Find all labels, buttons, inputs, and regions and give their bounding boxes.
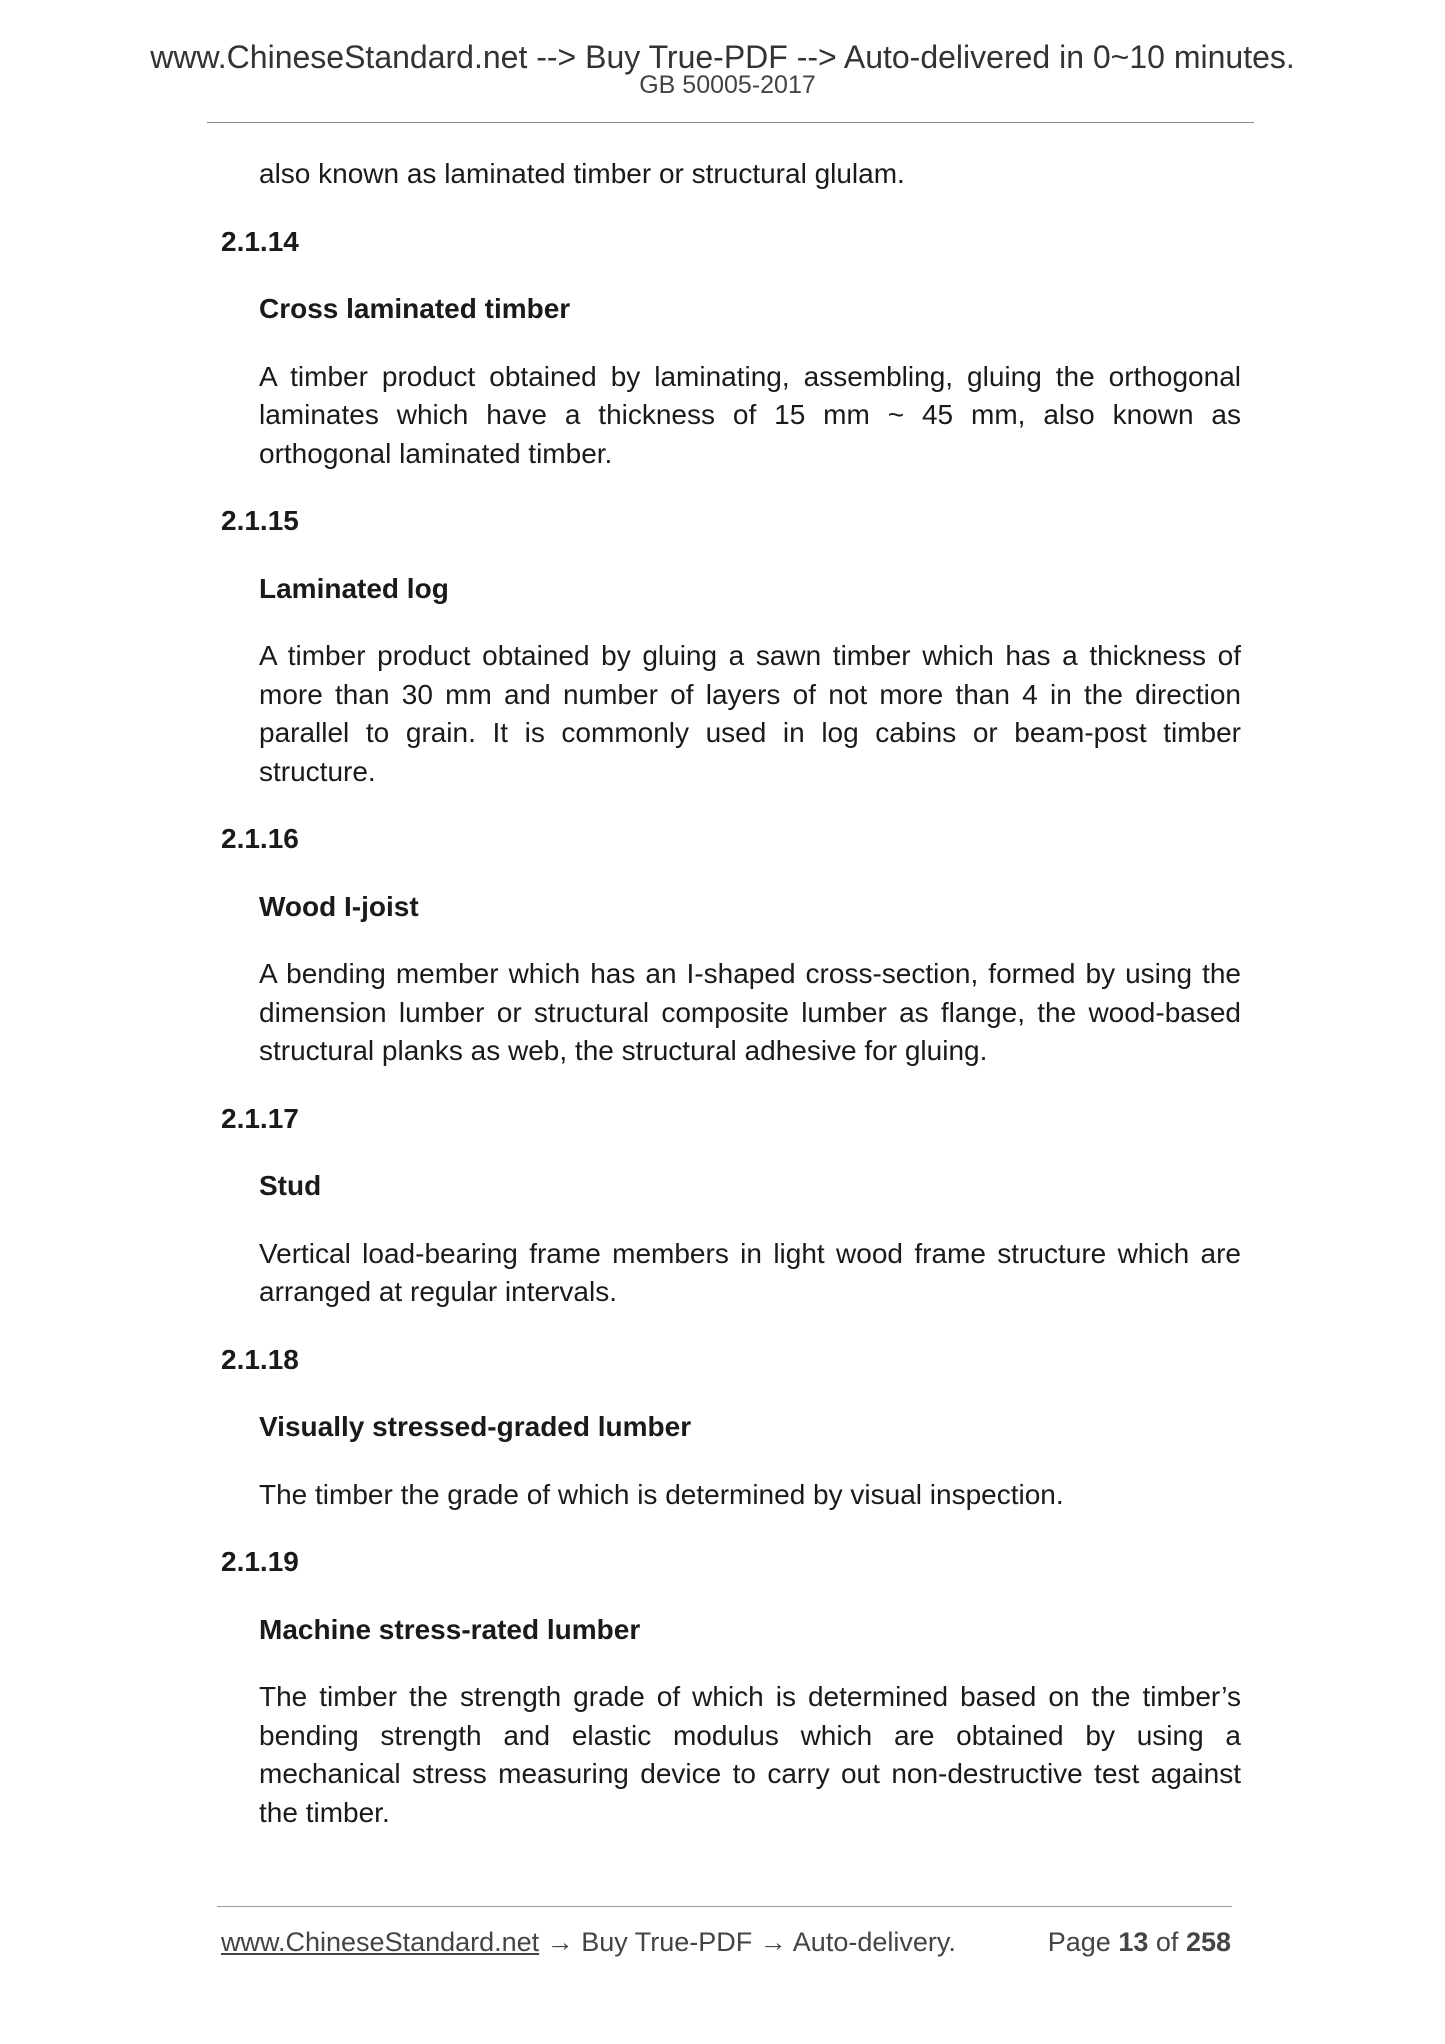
- term-title: Laminated log: [259, 572, 449, 604]
- term-title: Machine stress-rated lumber: [259, 1613, 641, 1645]
- term-title: Stud: [259, 1170, 322, 1201]
- clause-2-1-17: [221, 1100, 1241, 1312]
- document-body: [221, 155, 1241, 1861]
- page-header: [0, 38, 1445, 98]
- page-number: 13: [1118, 1927, 1149, 1957]
- of-label: of: [1155, 1927, 1179, 1957]
- clause-2-1-18: [221, 1341, 1241, 1515]
- clause-number: 2.1.15: [221, 505, 299, 536]
- clause-number: 2.1.14: [221, 225, 299, 257]
- clause-number: 2.1.16: [221, 823, 299, 854]
- header-banner: www.ChineseStandard.net --> Buy True-PDF --> Auto-delivered in 0~10 minutes.: [150, 39, 1295, 75]
- term-definition: A timber product obtained by gluing a sawn timber which has a thickness of more than 30 mm and number of layers of not more than 4 in the direction parallel to grain. It is commonly used in log cabins or beam-post timber structure.: [259, 640, 1241, 787]
- term-title: Visually stressed-graded lumber: [259, 1411, 692, 1442]
- term-definition: A timber product obtained by laminating, assembling, gluing the orthogonal laminates which have a thickness of 15 mm ~ 45 mm, also known as orthogonal laminated timber.: [259, 360, 1241, 469]
- total-pages: 258: [1185, 1927, 1231, 1957]
- footer-promo: [221, 1922, 956, 1962]
- footer-site-link[interactable]: www.ChineseStandard.net: [221, 1927, 540, 1957]
- term-definition: A bending member which has an I-shaped cross-section, formed by using the dimension lumber or structural composite lumber as flange, the wood-based structural planks as web, the structural adhesive for gluing.: [259, 958, 1241, 1066]
- term-title: Cross laminated timber: [259, 293, 571, 324]
- clause-2-1-15: [221, 502, 1241, 791]
- continuation-text: also known as laminated timber or structural glulam.: [259, 158, 905, 189]
- clause-2-1-19: [221, 1543, 1241, 1832]
- arrow-right-icon: →: [546, 1927, 574, 1957]
- page-label: Page: [1047, 1927, 1111, 1957]
- term-definition: The timber the strength grade of which is determined based on the timber’s bending strength and elastic modulus which are obtained by using a mechanical stress measuring device to carry out non-destructive test against the timber.: [259, 1681, 1241, 1828]
- clause-2-1-16: [221, 820, 1241, 1071]
- clause-number: 2.1.17: [221, 1102, 299, 1134]
- footer-buy-text: Buy True-PDF: [581, 1927, 753, 1957]
- term-definition: Vertical load-bearing frame members in light wood frame structure which are arranged at regular intervals.: [259, 1237, 1241, 1307]
- footer-divider: [217, 1906, 1232, 1907]
- page-indicator: [1048, 1922, 1231, 1962]
- term-title: Wood I-joist: [259, 890, 419, 922]
- document-code: GB 50005-2017: [639, 71, 816, 99]
- page-footer: [221, 1922, 1231, 1962]
- clause-number: 2.1.18: [221, 1343, 299, 1375]
- term-definition: The timber the grade of which is determined by visual inspection.: [259, 1478, 1064, 1510]
- footer-delivery-text: Auto-delivery.: [792, 1927, 956, 1957]
- header-divider: [207, 122, 1254, 123]
- clause-number: 2.1.19: [221, 1546, 299, 1577]
- arrow-right-icon: →: [759, 1927, 787, 1957]
- clause-2-1-14: [221, 223, 1241, 474]
